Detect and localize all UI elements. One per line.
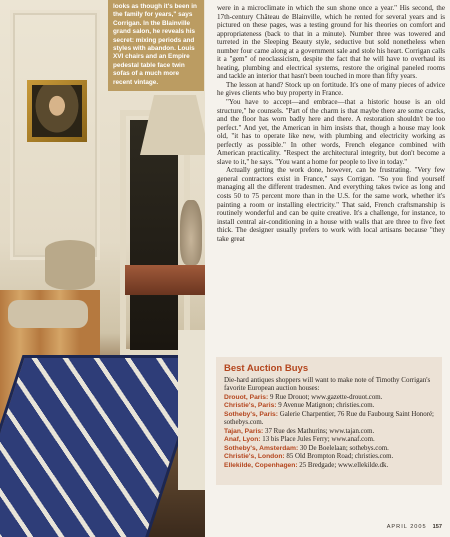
auction-house-detail: 25 Bredgade; www.ellekilde.dk. <box>297 461 389 469</box>
side-table <box>45 240 95 290</box>
pedestal-table <box>125 265 205 295</box>
auction-entry <box>224 428 434 437</box>
interior-photo <box>0 0 205 537</box>
chair <box>178 330 205 490</box>
issue-date: APRIL 2005 <box>386 524 427 530</box>
lamp <box>140 95 205 155</box>
auction-house-name: Anaf, Lyon: <box>224 436 261 444</box>
auction-house-name: Christie's, London: <box>224 453 285 461</box>
auction-house-name: Tajan, Paris: <box>224 427 264 435</box>
auction-house-detail: 85 Old Brompton Road; christies.com. <box>284 453 394 461</box>
auction-house-detail: Galerie Charpentier, 76 Rue du Faubourg Saint Honoré; sothebys.com. <box>224 410 434 427</box>
portrait-painting <box>27 80 87 142</box>
auction-house-name: Christie's, Paris: <box>224 402 277 410</box>
auction-entry <box>224 394 434 403</box>
sidebar-title: Best Auction Buys <box>224 363 309 374</box>
auction-sidebar <box>216 357 442 485</box>
auction-house-detail: 9 Rue Drouot; www.gazette-drouot.com. <box>268 393 383 401</box>
page-footer <box>387 524 442 530</box>
article-page <box>205 0 450 537</box>
article-body <box>217 4 445 243</box>
paragraph: "You have to accept—and embrace—that a historic house is an old structure," he counsels. "Part of the charm is that maybe there are some cracks, and the floor has worn badly here and there. A restoration shouldn't be too perfect." And yet, the American in him insists that, though a house may look old, "it has to operate like new, with plumbing and electricity working as perfectly as possible." In other words, French elegance combined with American practicality. "Respect the architectural integrity, but don't become a slave to it," he says. "You want a home for people to live in today." <box>217 98 445 166</box>
vase <box>180 200 202 265</box>
auction-house-name: Drouot, Paris: <box>224 393 269 401</box>
auction-entry <box>224 445 434 454</box>
auction-entry <box>224 462 434 471</box>
page-number: 157 <box>432 524 442 530</box>
auction-house-detail: 13 bis Place Jules Ferry; www.anaf.com. <box>260 436 375 444</box>
auction-entry <box>224 402 434 411</box>
paragraph: The lesson at hand? Stock up on fortitude. It's one of many pieces of advice he gives clients who buy property in France. <box>217 80 445 98</box>
auction-house-name: Sotheby's, Paris: <box>224 410 278 418</box>
auction-house-name: Ellekilde, Copenhagen: <box>224 461 298 469</box>
auction-entry <box>224 436 434 445</box>
auction-entry <box>224 411 434 428</box>
photo-caption: looks as though it's been in the family for years," says Corrigan. In the Blainville grand salon, he reveals his secret: mixing periods and styles with abandon. Louis XVI chairs and an Empire pedestal table face twin sofas of a much more recent vintage. <box>113 3 197 86</box>
paragraph: Actually getting the work done, however, can be frustrating. "Very few general contractors exist in France," says Corrigan. "So you find yourself managing all the different tradesmen. And everything takes twice as long and costs 50 to 75 percent more than in the U.S. for the same work, whether it's painting a room or installing electricity." That said, French craftsmanship is routinely wonderful and can be quite creative. It's a challenge, for instance, to install central air-conditioning in a house with walls that are three to five feet thick. The designer usually prefers to work with local artisans because "they take great <box>217 166 445 243</box>
auction-entry <box>224 453 434 462</box>
auction-house-detail: 30 De Boelelaan; sothebys.com. <box>298 444 389 452</box>
photo-caption-box <box>108 0 204 91</box>
auction-house-detail: 37 Rue des Mathurins; www.tajan.com. <box>263 427 375 435</box>
sofa-cushion <box>8 300 88 328</box>
auction-house-detail: 9 Avenue Matignon; christies.com. <box>276 402 375 410</box>
paragraph: were in a microclimate in which the sun shone once a year." His second, the 17th-century Château de Blainville, which he rented for several years and is pictured on these pages, was a testing ground for his theories on comfort and appropriateness (back to that in a minute). Number three was towered and turreted in the Sleeping Beauty style, seductive but sold nonetheless when number four came along at a government sale and stole his heart. Corrigan calls it a "gem" of neoclassicism, despite the fact that he will have to overhaul its heating, plumbing and electrical systems, restore the original paneled rooms and tackle an interior that hasn't been touched in more than fifty years. <box>217 4 445 81</box>
auction-house-name: Sotheby's, Amsterdam: <box>224 444 299 452</box>
rug <box>0 355 205 537</box>
sidebar-intro: Die-hard antiques shoppers will want to make note of Timothy Corrigan's favorite European auction houses: <box>224 376 431 393</box>
